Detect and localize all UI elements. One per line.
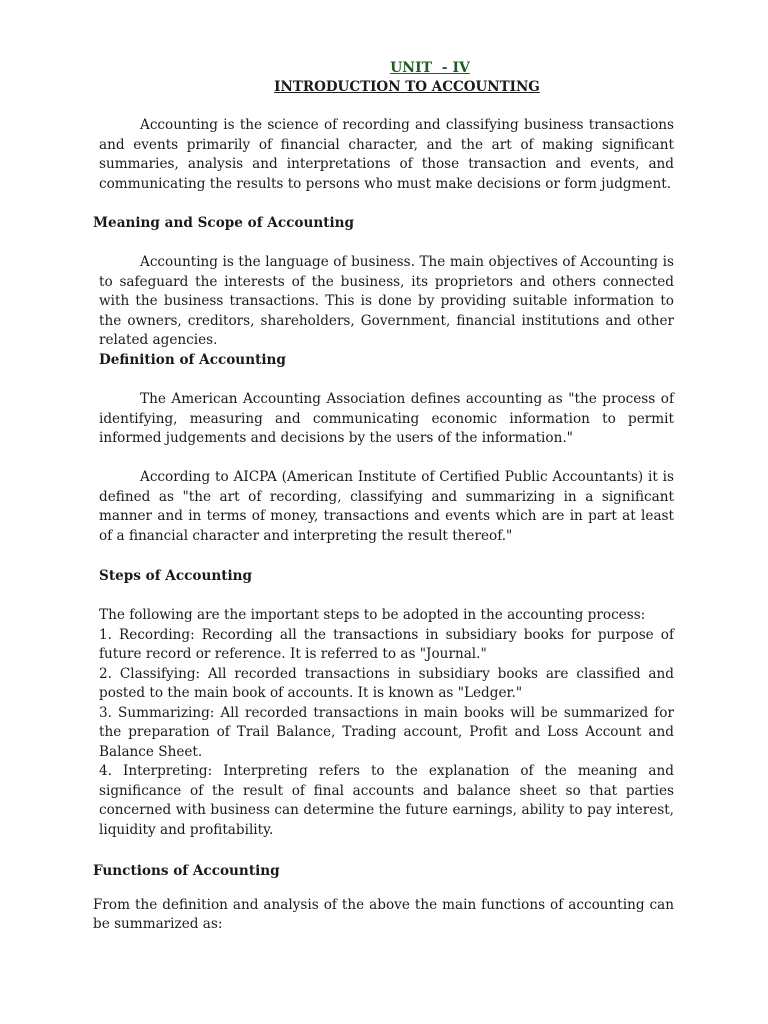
step-item-classifying: 2. Classifying: All recorded transactions in subsidiary books are classified and posted to the main book of accounts. It is known as "Ledger."	[99, 665, 674, 701]
meaning-paragraph: Accounting is the language of business. The main objectives of Accounting is to safeguard the interests of the business, its proprietors and others connected with the business transactions. This is done by providing suitable information to the owners, creditors, shareholders, Government, financial institutions and other related agencies.	[99, 254, 674, 348]
definition-heading: Definition of Accounting	[99, 352, 286, 368]
step-item-interpreting: 4. Interpreting: Interpreting refers to the explanation of the meaning and significance of the result of final accounts and balance sheet so that parties concerned with business can determine the future earnings, ability to pay interest, liquidity and profitability.	[99, 763, 674, 838]
intro-paragraph: Accounting is the science of recording and classifying business transactions and events primarily of financial character, and the art of making significant summaries, analysis and interpretations of those transaction and events, and communicating the results to persons who must make decisions or form judgment.	[99, 117, 674, 192]
step-item-summarizing: 3. Summarizing: All recorded transactions in main books will be summarized for the preparation of Trail Balance, Trading account, Profit and Loss Account and Balance Sheet.	[99, 704, 674, 760]
document-title: INTRODUCTION TO ACCOUNTING	[274, 79, 540, 95]
steps-heading: Steps of Accounting	[99, 568, 253, 584]
functions-paragraph: From the definition and analysis of the above the main functions of accounting can be summarized as:	[93, 896, 674, 933]
steps-list	[99, 606, 674, 840]
step-item-recording: 1. Recording: Recording all the transactions in subsidiary books for purpose of future record or reference. It is referred to as "Journal."	[99, 626, 674, 662]
aicpa-definition-paragraph: According to AICPA (American Institute of Certified Public Accountants) it is defined as "the art of recording, classifying and summarizing in a significant manner and in terms of money, transactions and events which are in part at least of a financial character and interpreting the result thereof."	[99, 469, 674, 544]
unit-label: UNIT - IV	[390, 60, 470, 76]
aaa-definition-paragraph: The American Accounting Association defines accounting as "the process of identifying, measuring and communicating economic information to permit informed judgements and decisions by the users of the information."	[99, 391, 674, 446]
functions-heading: Functions of Accounting	[93, 863, 280, 879]
meaning-heading: Meaning and Scope of Accounting	[93, 215, 355, 231]
steps-intro: The following are the important steps to be adopted in the accounting process:	[99, 607, 646, 623]
